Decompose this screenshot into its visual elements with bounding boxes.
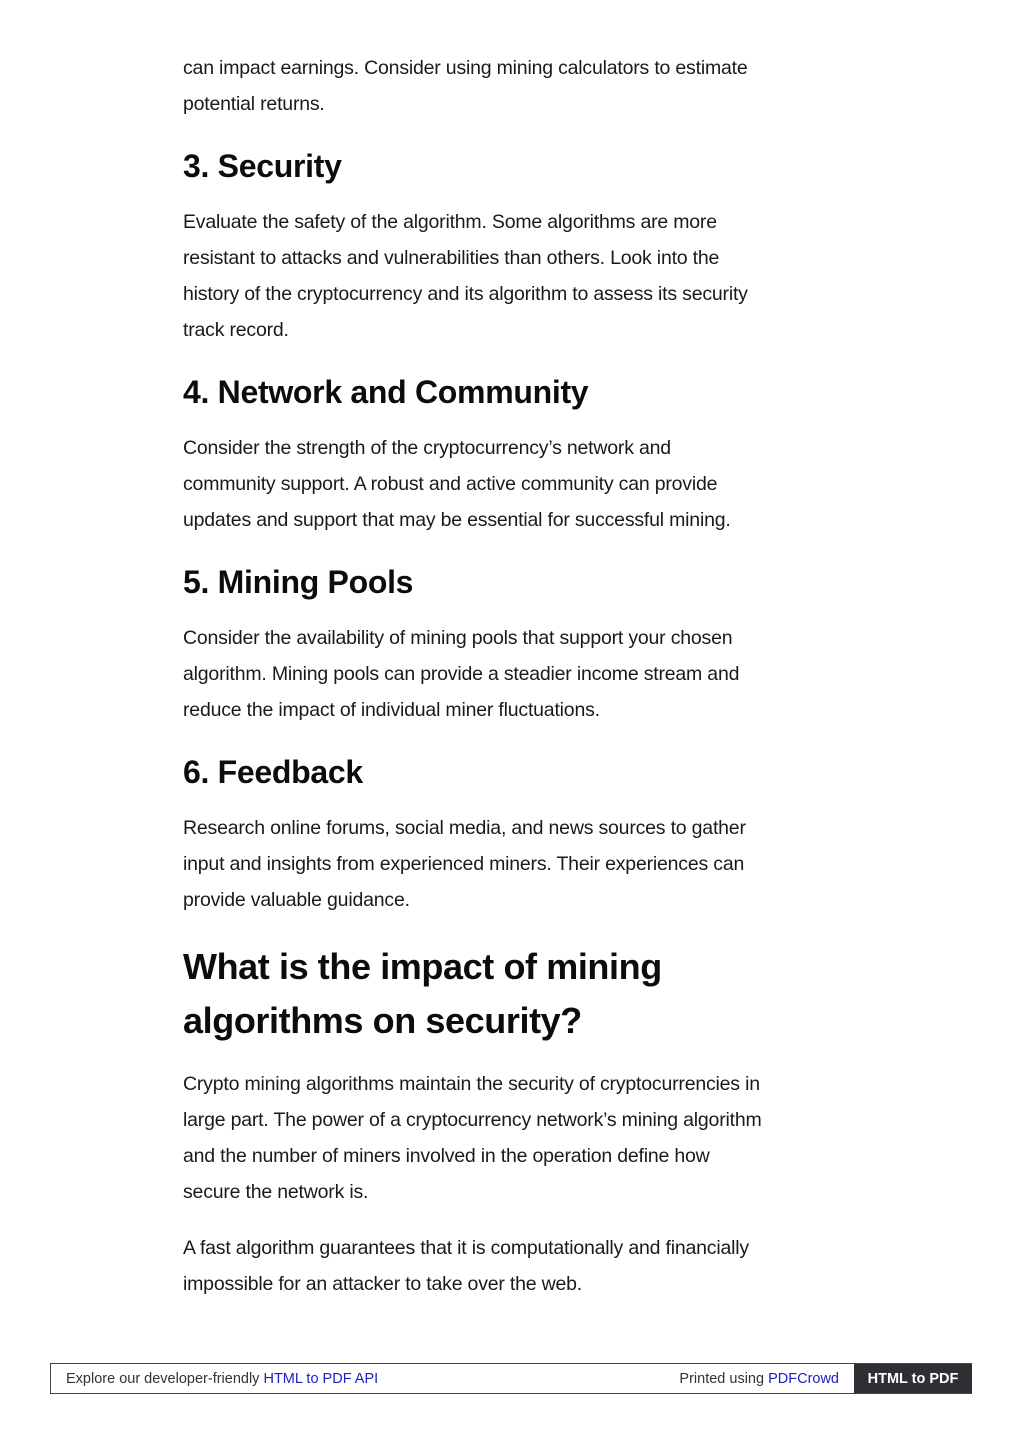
footer-promo-text: Explore our developer-friendly (66, 1370, 264, 1387)
document-content (183, 50, 843, 1302)
pdfcrowd-footer-bar (50, 1363, 972, 1394)
heading-line: What is the impact of mining (183, 946, 662, 987)
text-line: track record. (183, 319, 289, 341)
text-line: Crypto mining algorithms maintain the security of cryptocurrencies in (183, 1073, 760, 1095)
section-paragraph-network (183, 430, 843, 538)
text-line: history of the cryptocurrency and its algorithm to assess its security (183, 283, 748, 305)
text-line: provide valuable guidance. (183, 889, 410, 911)
section-heading-feedback: 6. Feedback (183, 754, 363, 790)
heading-line: algorithms on security? (183, 1000, 582, 1041)
footer-promo (51, 1371, 679, 1387)
main-paragraph (183, 1066, 843, 1210)
text-line: Evaluate the safety of the algorithm. Some algorithms are more (183, 211, 717, 233)
section-heading-security: 3. Security (183, 148, 342, 184)
text-line: and the number of miners involved in the operation define how (183, 1145, 710, 1167)
text-line: impossible for an attacker to take over the web. (183, 1273, 583, 1295)
text-line: secure the network is. (183, 1181, 369, 1203)
section-paragraph-security (183, 204, 843, 348)
main-heading (183, 940, 843, 1048)
footer-printed-text: Printed using (679, 1370, 769, 1387)
text-line: updates and support that may be essential for successful mining. (183, 509, 731, 531)
text-line: Consider the availability of mining pools that support your chosen (183, 627, 733, 649)
text-line: Research online forums, social media, and news sources to gather (183, 817, 746, 839)
pdfcrowd-link[interactable]: PDFCrowd (768, 1370, 839, 1387)
main-paragraph (183, 1230, 843, 1302)
section-heading-mining-pools: 5. Mining Pools (183, 564, 414, 600)
section-heading-network: 4. Network and Community (183, 374, 589, 410)
text-line: can impact earnings. Consider using mining calculators to estimate (183, 57, 748, 79)
text-line: A fast algorithm guarantees that it is computationally and financially (183, 1237, 749, 1259)
text-line: reduce the impact of individual miner fluctuations. (183, 699, 600, 721)
text-line: potential returns. (183, 93, 325, 115)
section-paragraph-feedback (183, 810, 843, 918)
section-paragraph-mining-pools (183, 620, 843, 728)
text-line: Consider the strength of the cryptocurrency’s network and (183, 437, 671, 459)
html-to-pdf-api-link[interactable]: HTML to PDF API (263, 1370, 379, 1387)
text-line: algorithm. Mining pools can provide a steadier income stream and (183, 663, 740, 685)
text-line: input and insights from experienced miners. Their experiences can (183, 853, 745, 875)
text-line: large part. The power of a cryptocurrency network’s mining algorithm (183, 1109, 762, 1131)
intro-paragraph (183, 50, 843, 122)
text-line: resistant to attacks and vulnerabilities than others. Look into the (183, 247, 720, 269)
html-to-pdf-badge[interactable]: HTML to PDF (854, 1364, 972, 1393)
text-line: community support. A robust and active community can provide (183, 473, 718, 495)
footer-printed-using (679, 1371, 854, 1387)
